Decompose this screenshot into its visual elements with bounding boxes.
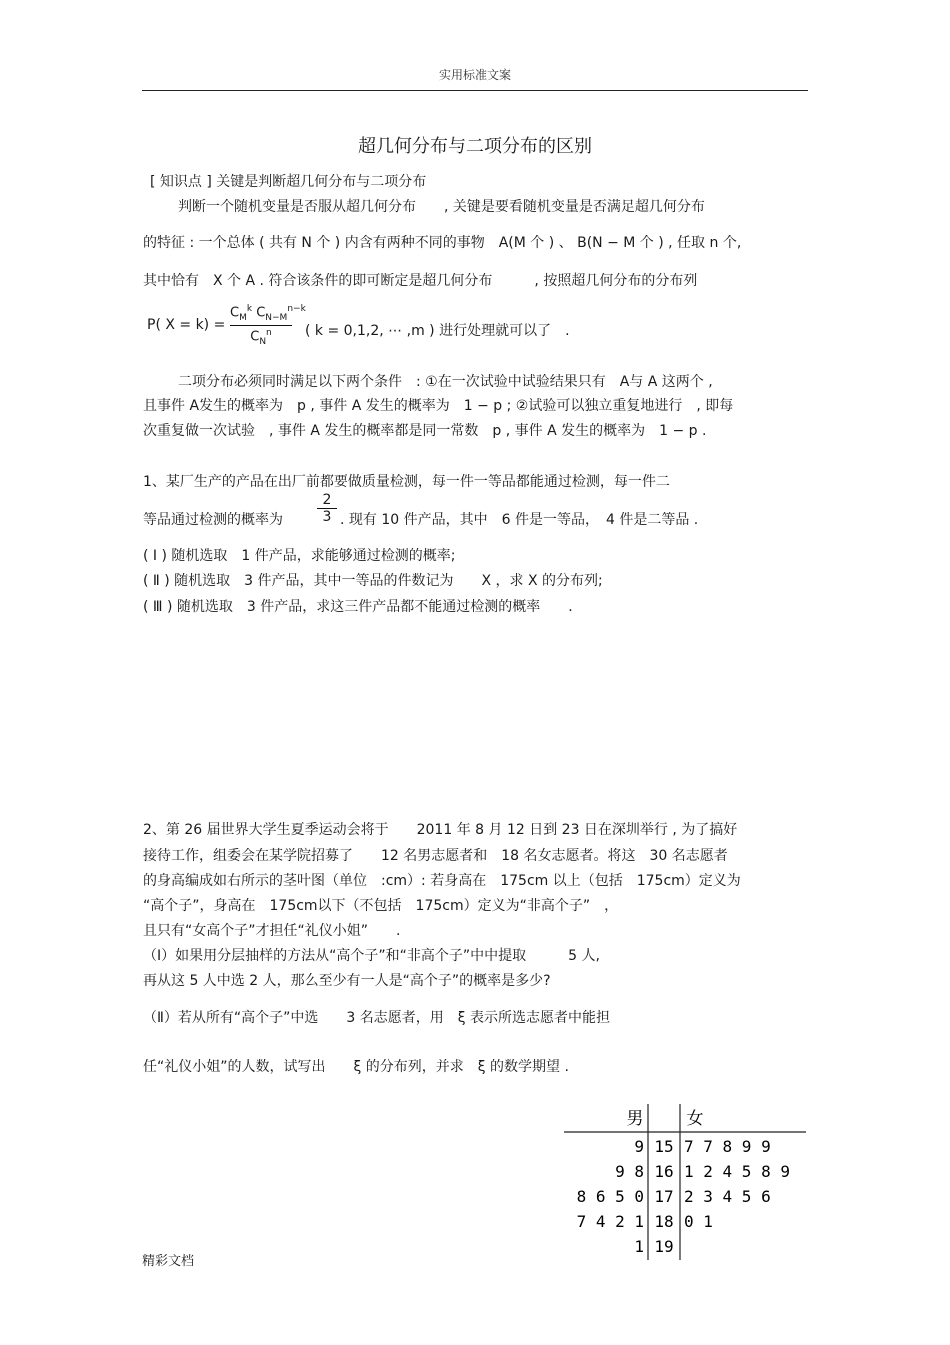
fraction-denominator: 3 bbox=[322, 509, 332, 525]
q2-line-5: 且只有“女高个子”才担任“礼仪小姐” . bbox=[143, 923, 401, 939]
page-header: 实用标准文案 bbox=[438, 68, 511, 82]
male-leaves: 8 6 5 0 bbox=[576, 1187, 644, 1206]
formula-fraction bbox=[230, 304, 306, 347]
stem-leaf-plot bbox=[560, 1100, 810, 1265]
stem: 15 bbox=[654, 1137, 674, 1156]
q2-line-3: 的身高编成如右所示的茎叶图（单位 :cm）: 若身高在 175cm 以上（包括 175cm）定义为 bbox=[143, 873, 741, 889]
q1-line-2-post: . 现有 10 件产品，其中 6 件是一等品， 4 件是二等品 . bbox=[340, 512, 699, 528]
formula-left: P( X = k) = bbox=[147, 317, 226, 333]
male-leaves: 9 8 bbox=[615, 1162, 644, 1181]
knowledge-line-1: 判断一个随机变量是否服从超几何分布 , 关键是要看随机变量是否满足超几何分布 bbox=[178, 199, 705, 215]
q1-part-ii: ( Ⅱ ) 随机选取 3 件产品，其中一等品的件数记为 X ，求 X 的分布列; bbox=[143, 573, 603, 589]
binomial-line-3: 次重复做一次试验 , 事件 A 发生的概率都是同一常数 p , 事件 A 发生的概率为 1 − p . bbox=[143, 423, 707, 439]
female-leaves: 2 3 4 5 6 bbox=[684, 1187, 771, 1206]
stem: 16 bbox=[654, 1162, 674, 1181]
plot-rows bbox=[577, 1137, 790, 1256]
formula-denominator: $C_N^n$ bbox=[250, 327, 272, 347]
male-leaves: 7 4 2 1 bbox=[576, 1212, 644, 1231]
q1-line-2-pre: 等品通过检测的概率为 bbox=[143, 512, 283, 528]
formula-numerator: $C_M^k$ $C_{N-M}^{n-k}$ bbox=[230, 304, 292, 326]
header-male: 男 bbox=[626, 1109, 644, 1129]
q2-part-ii-line-1: （Ⅱ）若从所有“高个子”中选 3 名志愿者，用 ξ 表示所选志愿者中能担 bbox=[143, 1010, 611, 1026]
stem: 18 bbox=[654, 1212, 674, 1231]
stem: 17 bbox=[654, 1187, 674, 1206]
q2-line-2: 接待工作，组委会在某学院招募了 12 名男志愿者和 18 名女志愿者。将这 30 名志愿者 bbox=[143, 848, 728, 864]
male-leaves: 9 bbox=[634, 1137, 644, 1156]
q1-probability-fraction bbox=[317, 492, 337, 525]
q1-part-iii: ( Ⅲ ) 随机选取 3 件产品，求这三件产品都不能通过检测的概率 . bbox=[143, 599, 573, 615]
q1-part-i: ( Ⅰ ) 随机选取 1 件产品，求能够通过检测的概率; bbox=[143, 548, 456, 564]
header-female: 女 bbox=[686, 1109, 704, 1129]
binomial-line-1: 二项分布必须同时满足以下两个条件 : ①在一次试验中试验结果只有 A与 A 这两个 , bbox=[178, 374, 713, 390]
q2-part-i-line-1: （Ⅰ）如果用分层抽样的方法从“高个子”和“非高个子”中中提取 5 人, bbox=[143, 948, 600, 964]
binomial-line-2: 且事件 A发生的概率为 p , 事件 A 发生的概率为 1 − p ; ②试验可以独立重复地进行 , 即每 bbox=[143, 398, 734, 414]
document-title: 超几何分布与二项分布的区别 bbox=[358, 136, 592, 157]
q1-line-1: 1、某厂生产的产品在出厂前都要做质量检测，每一件一等品都能通过检测，每一件二 bbox=[143, 474, 670, 490]
knowledge-line-3: 其中恰有 X 个 A . 符合该条件的即可断定是超几何分布 , 按照超几何分布的分布列 bbox=[143, 273, 698, 289]
fraction-numerator: 2 bbox=[317, 492, 337, 509]
female-leaves: 1 2 4 5 8 9 bbox=[684, 1162, 790, 1181]
q2-part-ii-line-2: 任“礼仪小姐”的人数，试写出 ξ 的分布列，并求 ξ 的数学期望 . bbox=[143, 1059, 569, 1075]
stem: 19 bbox=[654, 1237, 674, 1256]
knowledge-heading: [ 知识点 ] 关键是判断超几何分布与二项分布 bbox=[150, 174, 427, 190]
formula-range: ( k = 0,1,2, ⋯ ,m ) 进行处理就可以了 . bbox=[305, 323, 570, 339]
male-leaves: 1 bbox=[634, 1237, 644, 1256]
q2-part-i-line-2: 再从这 5 人中选 2 人，那么至少有一人是“高个子”的概率是多少? bbox=[143, 973, 551, 989]
page-footer: 精彩文档 bbox=[142, 1254, 195, 1269]
q2-line-1: 2、第 26 届世界大学生夏季运动会将于 2011 年 8 月 12 日到 23 日在深圳举行 , 为了搞好 bbox=[143, 822, 738, 838]
female-leaves: 7 7 8 9 9 bbox=[684, 1137, 771, 1156]
knowledge-line-2: 的特征 : 一个总体 ( 共有 N 个 ) 内含有两种不同的事物 A(M 个 ) 、 B(N − M 个 ) , 任取 n 个, bbox=[143, 235, 742, 251]
header-rule bbox=[142, 90, 808, 91]
q2-line-4: “高个子”，身高在 175cm以下（不包括 175cm）定义为“非高个子” ， bbox=[143, 898, 619, 914]
female-leaves: 0 1 bbox=[684, 1212, 713, 1231]
